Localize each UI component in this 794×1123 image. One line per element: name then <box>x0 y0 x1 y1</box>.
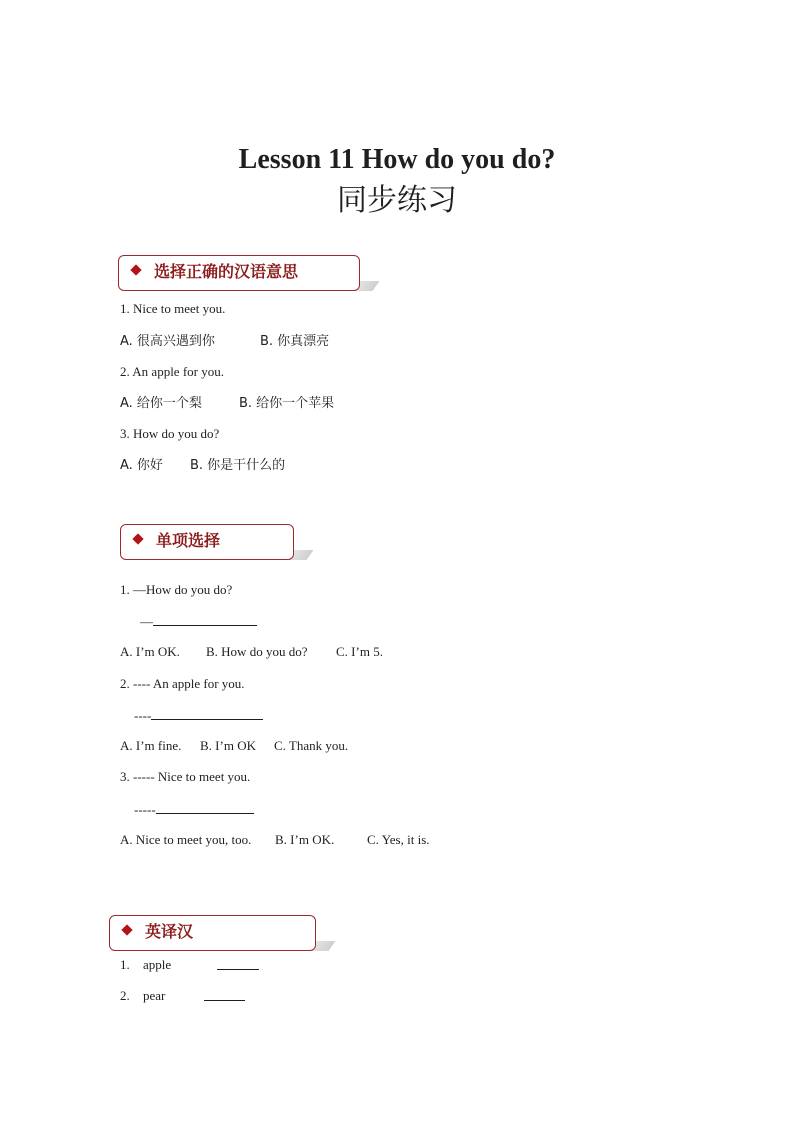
item-word: apple <box>143 957 172 972</box>
answer-blank-row <box>204 987 245 1006</box>
option-a: A. I’m fine. <box>120 738 182 753</box>
option-b: B. I’m OK. <box>275 832 335 847</box>
option-a-text: A. 很高兴遇到你 <box>120 334 215 349</box>
option-c: C. Yes, it is. <box>367 832 430 847</box>
item-word: pear <box>143 988 166 1003</box>
section-header-translate <box>109 915 316 951</box>
answer-blank[interactable] <box>151 706 263 720</box>
answer-blank[interactable] <box>156 800 254 814</box>
option-a-text: A. 你好 <box>120 458 163 473</box>
option-b-text: B. 你是干什么的 <box>190 458 286 473</box>
item-number: 2. <box>120 988 130 1003</box>
header-box <box>109 915 316 951</box>
page-subtitle: 同步练习 <box>337 183 457 218</box>
answer-blank[interactable] <box>204 987 245 1001</box>
option-a: A. I’m OK. <box>120 644 180 659</box>
reply-prefix: ----- <box>134 802 156 817</box>
option-b <box>260 332 329 351</box>
option-b <box>239 394 334 413</box>
answer-line <box>134 706 263 725</box>
option-a <box>120 394 202 413</box>
option-b: B. I’m OK <box>200 738 256 753</box>
option-a: A. Nice to meet you, too. <box>120 832 252 847</box>
answer-blank-row <box>217 956 259 975</box>
question-stem: 1. —How do you do? <box>120 582 233 597</box>
section-title: 选择正确的汉语意思 <box>154 262 299 281</box>
list-item <box>120 956 171 974</box>
section-title: 单项选择 <box>156 531 221 550</box>
option-b-text: B. 你真漂亮 <box>260 334 330 349</box>
option-a-text: A. 给你一个梨 <box>120 396 202 411</box>
question-stem: 2. ---- An apple for you. <box>120 676 245 691</box>
question-stem: 3. How do you do? <box>120 426 220 441</box>
section-title: 英译汉 <box>145 922 194 941</box>
question-stem: 3. ----- Nice to meet you. <box>120 769 251 784</box>
item-number: 1. <box>120 957 130 972</box>
question-stem: 1. Nice to meet you. <box>120 301 226 316</box>
reply-prefix: ---- <box>134 708 152 723</box>
option-a <box>120 332 215 351</box>
answer-blank[interactable] <box>217 956 259 970</box>
option-c: C. Thank you. <box>274 738 349 753</box>
option-c: C. I’m 5. <box>336 644 383 659</box>
section-header-single-choice <box>120 524 294 560</box>
section-header-choose-meaning <box>118 255 360 291</box>
list-item <box>120 987 165 1005</box>
option-b: B. How do you do? <box>206 644 308 659</box>
option-b-text: B. 给你一个苹果 <box>239 396 335 411</box>
answer-line <box>134 800 254 819</box>
answer-blank[interactable] <box>153 612 257 626</box>
option-b <box>190 456 285 475</box>
reply-prefix: — <box>140 614 153 629</box>
answer-line <box>140 612 257 631</box>
option-a <box>120 456 163 475</box>
page-title: Lesson 11 How do you do? <box>238 144 556 175</box>
question-stem: 2. An apple for you. <box>120 364 224 379</box>
